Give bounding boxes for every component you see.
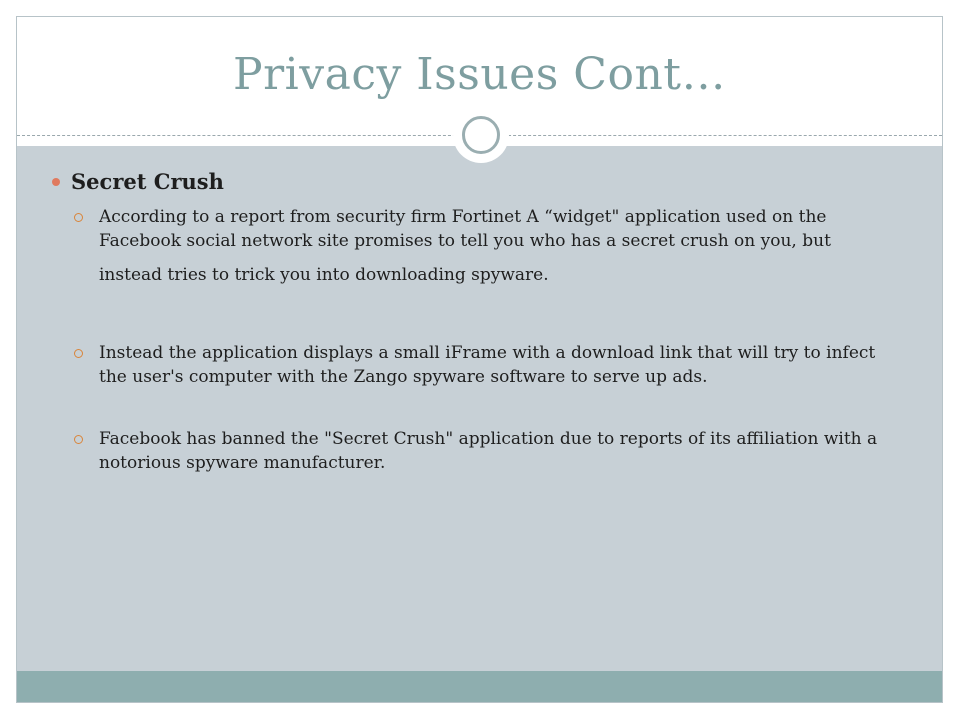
hollow-circle-icon bbox=[74, 435, 83, 444]
ring-icon bbox=[453, 107, 509, 163]
main-bullet bbox=[52, 168, 224, 196]
filled-circle-icon bbox=[52, 178, 60, 186]
hollow-circle-icon bbox=[74, 349, 83, 358]
sub-bullet-1-line1: According to a report from security firm Fortinet A “widget" application used on the Facebook social network site promises to tell you who has a secret crush on you, but bbox=[99, 207, 831, 251]
footer-band bbox=[17, 671, 942, 703]
sub-bullet-3-text: Facebook has banned the "Secret Crush" application due to reports of its affiliation with a notorious spyware manufacturer. bbox=[99, 429, 878, 473]
hollow-circle-icon bbox=[74, 213, 83, 222]
sub-bullet-1 bbox=[74, 205, 904, 287]
sub-bullet-2-text: Instead the application displays a small iFrame with a download link that will try to infect the user's computer with the Zango spyware software to serve up ads. bbox=[99, 343, 876, 387]
sub-bullet-2 bbox=[74, 341, 904, 389]
slide-title: Privacy Issues Cont… bbox=[233, 49, 726, 100]
slide bbox=[16, 16, 943, 703]
main-bullet-text: Secret Crush bbox=[71, 169, 224, 194]
sub-bullet-1-text bbox=[99, 205, 904, 287]
sub-bullet-3 bbox=[74, 427, 904, 475]
ring-inner bbox=[462, 116, 500, 154]
sub-bullet-1-line2: instead tries to trick you into downloading spyware. bbox=[99, 265, 549, 285]
